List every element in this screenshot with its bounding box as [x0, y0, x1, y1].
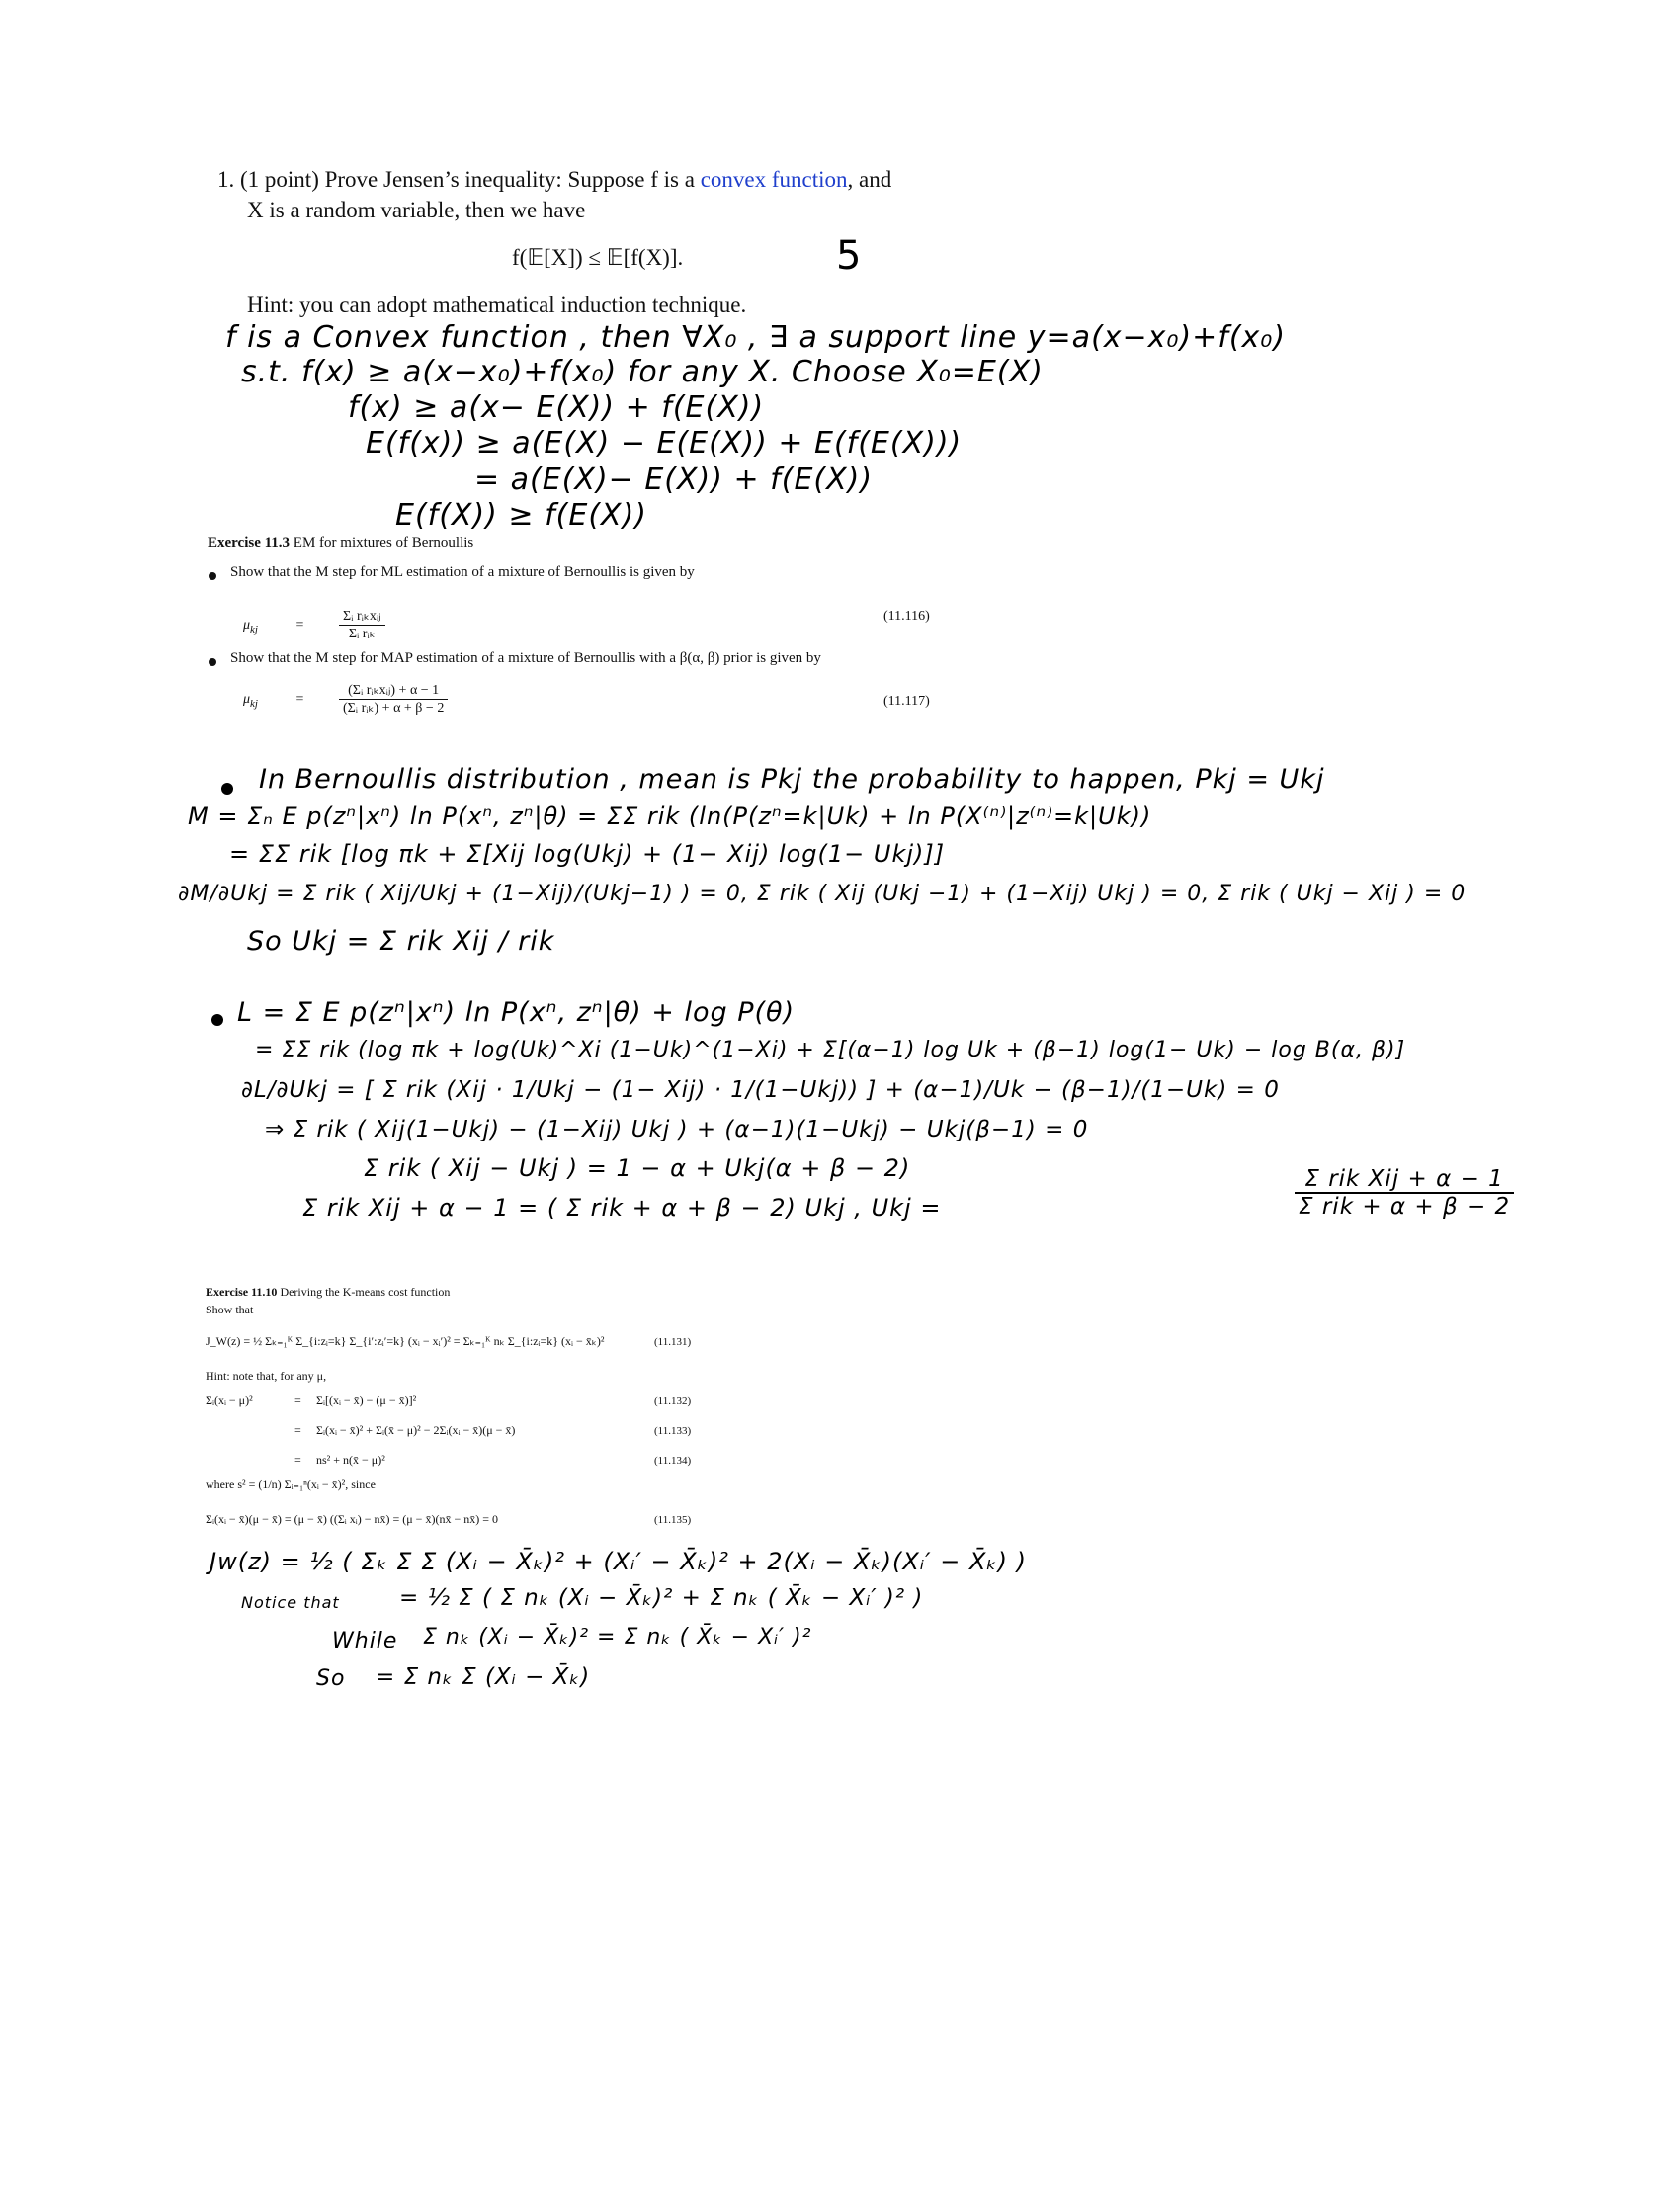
- proof3-result: [1295, 1166, 1514, 1220]
- ex1110-hint: Hint: note that, for any μ,: [206, 1369, 327, 1383]
- q1-statement: [217, 164, 1107, 195]
- jensen-equation: f(𝔼[X]) ≤ 𝔼[f(X)].: [512, 245, 684, 270]
- eq-tag-11-117: (11.117): [883, 694, 930, 709]
- result-numerator: Σ rik Xij + α − 1: [1295, 1166, 1514, 1194]
- eq1-numerator: Σᵢ rᵢₖxᵢⱼ: [339, 608, 385, 626]
- proof4-line4: = Σ nₖ Σ (Xᵢ − X̄ₖ): [376, 1664, 591, 1690]
- ex1110-title: [206, 1285, 450, 1300]
- proof3-line5: Σ rik ( Xij − Ukj ) = 1 − α + Ukj(α + β − 2): [364, 1154, 911, 1182]
- proof2-line4: ∂M/∂Ukj = Σ rik ( Xij/Ukj + (1−Xij)/(Ukj−1) ) = 0, Σ rik ( Xij (Ukj −1) + (1−Xij) Ukj ) = 0, Σ rik ( Ukj − Xij ) = 0: [178, 882, 1467, 906]
- eq-tag-11-132: (11.132): [654, 1395, 692, 1407]
- eq-tag-11-116: (11.116): [883, 609, 930, 624]
- proof1-line3: f(x) ≥ a(x− E(X)) + f(E(X)): [348, 390, 765, 425]
- q1-line2: X is a random variable, then we have: [247, 198, 586, 222]
- proof1-line4: E(f(x)) ≥ a(E(X) − E(E(X)) + E(f(E(X))): [366, 426, 963, 461]
- proof4-line1: Jw(z) = ½ ( Σₖ Σ Σ (Xᵢ − X̄ₖ)² + (Xᵢ′ − X̄ₖ)² + 2(Xᵢ − X̄ₖ)(Xᵢ′ − X̄ₖ) ): [210, 1548, 1027, 1575]
- ex1110-title-text: Deriving the K-means cost function: [277, 1285, 451, 1299]
- eq2-numerator: (Σᵢ rᵢₖxᵢⱼ) + α − 1: [339, 682, 448, 700]
- eq2-lhs: μ: [243, 691, 251, 707]
- proof3-line4: ⇒ Σ rik ( Xij(1−Ukj) − (1−Xij) Ukj ) + (α−1)(1−Ukj) − Ukj(β−1) = 0: [265, 1117, 1089, 1142]
- result-denominator: Σ rik + α + β − 2: [1299, 1194, 1511, 1220]
- eq-sign: =: [294, 1453, 301, 1467]
- eq2-denominator: (Σᵢ rᵢₖ) + α + β − 2: [343, 701, 445, 716]
- proof4-so: So: [316, 1666, 346, 1691]
- proof1-line2: s.t. f(x) ≥ a(x−x₀)+f(x₀) for any X. Choose X₀=E(X): [241, 355, 1044, 389]
- eq-tag-11-134: (11.134): [654, 1455, 692, 1467]
- q1-hint: Hint: you can adopt mathematical induction technique.: [247, 293, 747, 317]
- bullet-icon: [221, 783, 233, 795]
- proof2-line2: M = Σₙ E p(zⁿ|xⁿ) ln P(xⁿ, zⁿ|θ) = ΣΣ rik (ln(P(zⁿ=k|Uk) + ln P(X⁽ⁿ⁾|z⁽ⁿ⁾=k|Uk)): [188, 803, 1152, 830]
- eq1-denominator: Σᵢ rᵢₖ: [348, 627, 376, 641]
- eq-tag-11-131: (11.131): [654, 1336, 692, 1348]
- proof3-line3: ∂L/∂Ukj = [ Σ rik (Xij · 1/Ukj − (1− Xij) · 1/(1−Ukj)) ] + (α−1)/Uk − (β−1)/(1−Uk) = 0: [241, 1077, 1280, 1103]
- eq5: Σᵢ(xᵢ − x̄)(μ − x̄) = (μ − x̄) ((Σᵢ xᵢ) − nx̄) = (μ − x̄)(nx̄ − nx̄) = 0: [206, 1512, 498, 1526]
- eq-tag-11-133: (11.133): [654, 1425, 692, 1437]
- proof1-line6: E(f(X)) ≥ f(E(X)): [395, 498, 647, 533]
- proof3-line6: Σ rik Xij + α − 1 = ( Σ rik + α + β − 2) Ukj , Ukj =: [302, 1194, 942, 1222]
- proof2-line5: So Ukj = Σ rik Xij / rik: [247, 926, 555, 957]
- eq-sign: =: [294, 1423, 301, 1437]
- ex113-eq2: $\mu_{kj}$ = $\frac{\text{(Σᵢ rᵢₖxᵢⱼ) + α − 1}}{\text{(Σᵢ rᵢₖ) + α + β − 2}}$: [243, 682, 448, 717]
- score-mark: 5: [836, 233, 863, 279]
- proof1-line1: f is a Convex function , then ∀X₀ , ∃ a support line y=a(x−x₀)+f(x₀): [225, 320, 1287, 355]
- ex113-eq1: $\mu_{kj}$ = $\frac{\text{Σᵢ rᵢₖxᵢⱼ}}{\text{Σᵢ rᵢₖ}}$: [243, 608, 385, 642]
- eq1-lhs: μ: [243, 617, 251, 633]
- proof2-line1: In Bernoullis distribution , mean is Pkj the probability to happen, Pkj = Ukj: [259, 764, 1325, 795]
- ex1110-eq1: J_W(z) = ½ Σₖ₌₁ᴷ Σ_{i:zᵢ=k} Σ_{i′:zᵢ′=k} (xᵢ − xᵢ′)² = Σₖ₌₁ᴷ nₖ Σ_{i:zᵢ=k} (xᵢ − x̄ₖ)²: [206, 1334, 605, 1348]
- proof1-line5: = a(E(X)− E(X)) + f(E(X)): [474, 463, 874, 497]
- q1-line1-b: , and: [847, 167, 892, 192]
- eq2-lhs-sub: kj: [250, 697, 258, 710]
- bullet-icon: [209, 658, 216, 666]
- proof2-line3: = ΣΣ rik [log πk + Σ[Xij log(Ukj) + (1− Xij) log(1− Ukj)]]: [229, 840, 946, 868]
- ex113-bullet1: Show that the M step for ML estimation of a mixture of Bernoullis is given by: [230, 564, 695, 580]
- ex1110-title-number: Exercise 11.10: [206, 1285, 278, 1299]
- eq2-lhs-sum: Σᵢ(xᵢ − μ)²: [206, 1394, 253, 1407]
- eq-sign: =: [294, 1394, 301, 1407]
- proof3-line2: = ΣΣ rik (log πk + log(Uk)^Xi (1−Uk)^(1−Xi) + Σ[(α−1) log Uk + (β−1) log(1− Uk) − log B(α, β)]: [255, 1038, 1406, 1062]
- proof4-line3: Σ nₖ (Xᵢ − X̄ₖ)² = Σ nₖ ( X̄ₖ − Xᵢ′ )²: [423, 1625, 812, 1649]
- proof4-notice: Notice that: [241, 1593, 340, 1612]
- eq-tag-11-135: (11.135): [654, 1514, 692, 1526]
- q1-line1-a: 1. (1 point) Prove Jensen’s inequality: Suppose f is a: [217, 167, 701, 192]
- proof4-line2: = ½ Σ ( Σ nₖ (Xᵢ − X̄ₖ)² + Σ nₖ ( X̄ₖ − Xᵢ′ )² ): [399, 1585, 924, 1611]
- bullet-icon: [211, 1014, 223, 1026]
- eq1-lhs-sub: kj: [250, 623, 258, 635]
- ex1110-where: where s² = (1/n) Σᵢ₌₁ⁿ(xᵢ − x̄)², since: [206, 1478, 376, 1491]
- proof4-while: While: [332, 1629, 398, 1653]
- eq2-rhs: Σᵢ[(xᵢ − x̄) − (μ − x̄)]²: [316, 1394, 417, 1407]
- ex113-title-number: Exercise 11.3: [208, 535, 291, 550]
- ex1110-show-that: Show that: [206, 1303, 254, 1316]
- bullet-icon: [209, 572, 216, 580]
- ex113-bullet2: Show that the M step for MAP estimation of a mixture of Bernoullis with a β(α, β) prior is given by: [230, 650, 821, 666]
- ex113-title: [208, 535, 473, 551]
- convex-function-link[interactable]: convex function: [700, 167, 848, 192]
- eq3-rhs: Σᵢ(xᵢ − x̄)² + Σᵢ(x̄ − μ)² − 2Σᵢ(xᵢ − x̄)(μ − x̄): [316, 1423, 516, 1437]
- ex113-title-text: EM for mixtures of Bernoullis: [290, 535, 474, 550]
- eq4-rhs: ns² + n(x̄ − μ)²: [316, 1453, 385, 1467]
- proof3-line1: L = Σ E p(zⁿ|xⁿ) ln P(xⁿ, zⁿ|θ) + log P(θ): [237, 997, 796, 1028]
